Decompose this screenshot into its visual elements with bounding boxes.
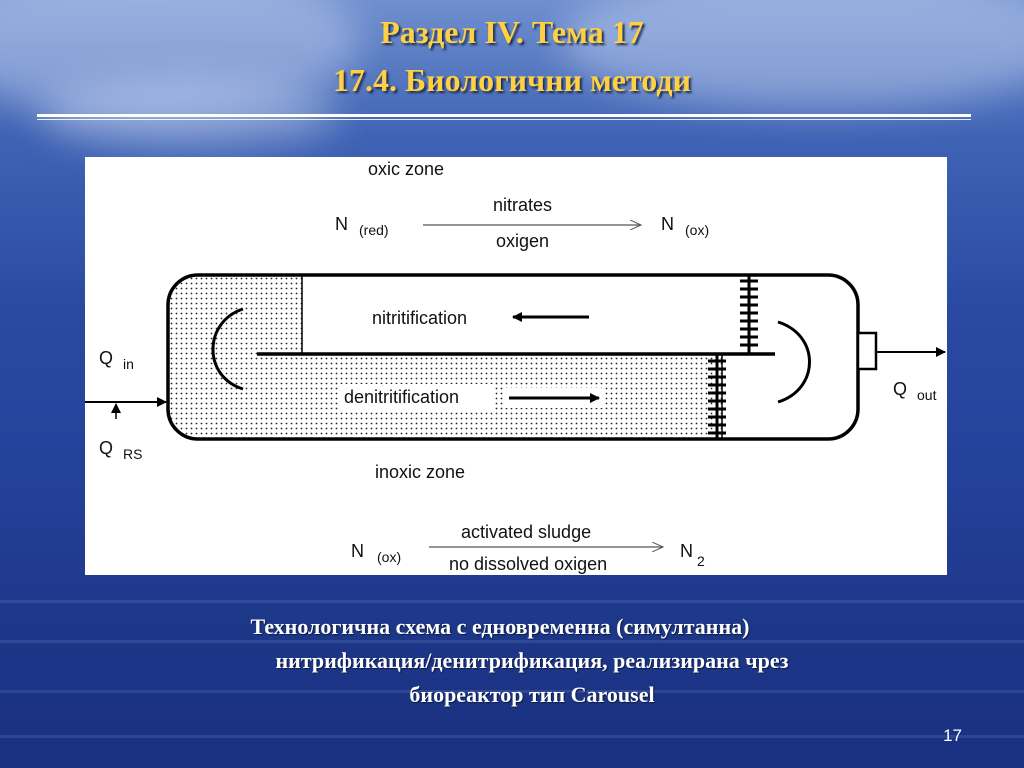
page-number: 17: [943, 726, 962, 745]
caption-line-3: биореактор тип Carousel: [409, 682, 655, 707]
top-reaction-to-sub: (ox): [685, 222, 710, 238]
caption-line-1: Технологична схема с едновременна (симултанна): [250, 614, 750, 639]
background-wave: [0, 600, 1024, 603]
title-divider: [37, 114, 971, 117]
inoxic-zone-label: inoxic zone: [375, 462, 466, 482]
recycle-label: Q: [99, 438, 114, 458]
outlet-label: Q: [893, 379, 908, 399]
denitrification-label: denitritification: [344, 387, 460, 407]
bottom-reaction-from-sub: (ox): [377, 549, 402, 565]
carousel-bioreactor-diagram: [85, 157, 947, 575]
caption-line-2: нитрификация/денитрификация, реализирана чрез: [275, 648, 789, 673]
slide-title-section: Раздел IV. Тема 17: [380, 14, 644, 50]
tank-zones: [168, 275, 722, 439]
diagram-svg: [85, 157, 947, 575]
outlet-box: [858, 333, 876, 369]
bottom-reaction-to-sub: 2: [697, 553, 705, 569]
recycle-sub: RS: [123, 446, 143, 462]
outlet-sub: out: [917, 387, 937, 403]
bottom-reaction-to: N: [680, 541, 693, 561]
inlet-label: Q: [99, 348, 114, 368]
right-flow-curve: [778, 322, 810, 402]
aerator-upper: [740, 275, 758, 354]
inlet-sub: in: [123, 356, 134, 372]
top-reaction-below: oxigen: [496, 231, 550, 251]
anoxic-zone-fill: [168, 275, 302, 439]
background-wave: [0, 640, 1024, 643]
bottom-reaction-from: N: [351, 541, 364, 561]
bottom-reaction-below: no dissolved oxigen: [449, 554, 608, 574]
top-reaction-from: N: [335, 214, 348, 234]
top-reaction-to: N: [661, 214, 674, 234]
slide-title-topic: 17.4. Биологични методи: [332, 62, 691, 98]
oxic-zone-label: oxic zone: [368, 159, 445, 179]
top-reaction-from-sub: (red): [359, 222, 389, 238]
top-reaction-above: nitrates: [493, 195, 553, 215]
background-wave: [0, 735, 1024, 738]
nitrification-label: nitritification: [372, 308, 468, 328]
bottom-reaction-above: activated sludge: [461, 522, 592, 542]
title-divider: [37, 119, 971, 120]
